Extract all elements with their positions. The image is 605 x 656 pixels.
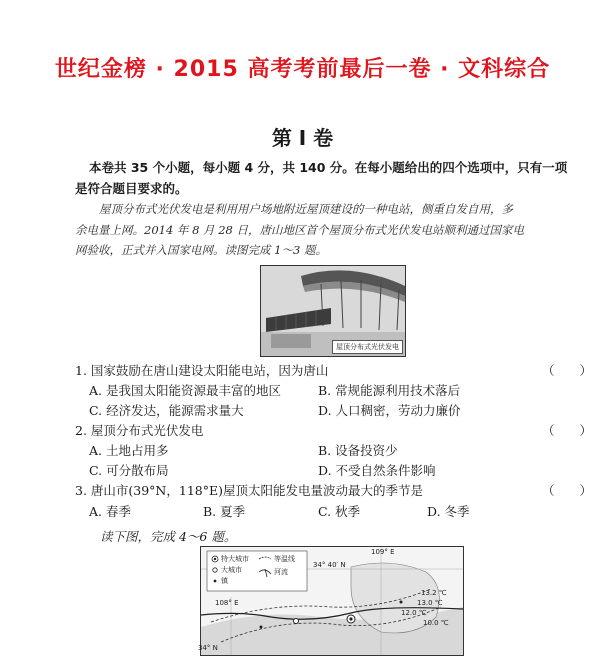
question-2-stem: 2. 屋顶分布式光伏发电 bbox=[75, 423, 204, 438]
legend-large-city: 大城市 bbox=[221, 566, 242, 574]
question-3-option-d: D. 冬季 bbox=[427, 504, 470, 519]
label-temp-10-0: 10.0 ℃ bbox=[423, 619, 449, 627]
map-drawing bbox=[201, 547, 463, 655]
question-1-answer-bracket: （ ） bbox=[542, 363, 593, 378]
isotherm-map bbox=[200, 546, 464, 656]
label-temp-13-2: 13.2 ℃ bbox=[421, 589, 447, 597]
question-3-option-a: A. 春季 bbox=[89, 504, 131, 519]
question-1-option-b: B. 常规能源利用技术落后 bbox=[318, 383, 461, 398]
question-1-option-a: A. 是我国太阳能资源最丰富的地区 bbox=[89, 383, 281, 398]
question-3-option-c: C. 秋季 bbox=[318, 504, 361, 519]
label-lon-109: 109° E bbox=[371, 548, 395, 556]
label-lon-108: 108° E bbox=[215, 599, 239, 607]
legend-isotherm: 等温线 bbox=[274, 555, 295, 563]
photo-caption: 屋顶分布式光伏发电 bbox=[332, 340, 403, 354]
question-1-stem: 1. 国家鼓励在唐山建设太阳能电站，因为唐山 bbox=[75, 363, 329, 378]
question-1-option-c: C. 经济发达，能源需求量大 bbox=[89, 403, 244, 418]
section-title: 第 I 卷 bbox=[271, 126, 334, 150]
passage-line-2: 余电量上网。2014 年 8 月 28 日，唐山地区首个屋顶分布式光伏发电站顺利通过国家电 bbox=[75, 222, 524, 237]
reading-passage bbox=[75, 199, 585, 261]
question-1-option-d: D. 人口稠密，劳动力廉价 bbox=[318, 403, 461, 418]
label-lat-34-40: 34° 40′ N bbox=[313, 561, 346, 569]
question-2-option-a: A. 土地占用多 bbox=[89, 443, 169, 458]
passage-line-1: 屋顶分布式光伏发电是利用用户场地附近屋顶建设的一种电站，侧重自发自用，多 bbox=[99, 202, 513, 216]
instructions-line-1: 本卷共 35 个小题，每小题 4 分，共 140 分。在每小题给出的四个选项中，只有一项 bbox=[89, 160, 568, 175]
label-temp-13-0: 13.0 ℃ bbox=[417, 599, 443, 607]
label-temp-12-0: 12.0 ℃ bbox=[401, 609, 427, 617]
instructions-line-2: 是符合题目要求的。 bbox=[75, 181, 188, 196]
legend-town: 镇 bbox=[221, 577, 228, 585]
paper-title: 世纪金榜 · 2015 高考考前最后一卷 · 文科综合 bbox=[54, 57, 551, 82]
question-3-option-b: B. 夏季 bbox=[203, 504, 246, 519]
label-lat-34: 34° N bbox=[198, 644, 218, 652]
passage-line-3: 网验收，正式并入国家电网。读图完成 1～3 题。 bbox=[75, 243, 327, 257]
question-3-stem: 3. 唐山市(39°N，118°E)屋顶太阳能发电量波动最大的季节是 bbox=[75, 483, 423, 498]
instructions bbox=[75, 157, 585, 199]
question-3-answer-bracket: （ ） bbox=[542, 483, 593, 498]
question-2-option-b: B. 设备投资少 bbox=[318, 443, 398, 458]
legend-megacity: 特大城市 bbox=[221, 555, 249, 563]
legend-river: 河流 bbox=[274, 568, 288, 576]
question-2-option-c: C. 可分散布局 bbox=[89, 463, 169, 478]
solar-roof-photo bbox=[260, 265, 406, 357]
question-2-option-d: D. 不受自然条件影响 bbox=[318, 463, 436, 478]
question-2-answer-bracket: （ ） bbox=[542, 423, 593, 438]
map-intro: 读下图，完成 4～6 题。 bbox=[100, 529, 237, 544]
